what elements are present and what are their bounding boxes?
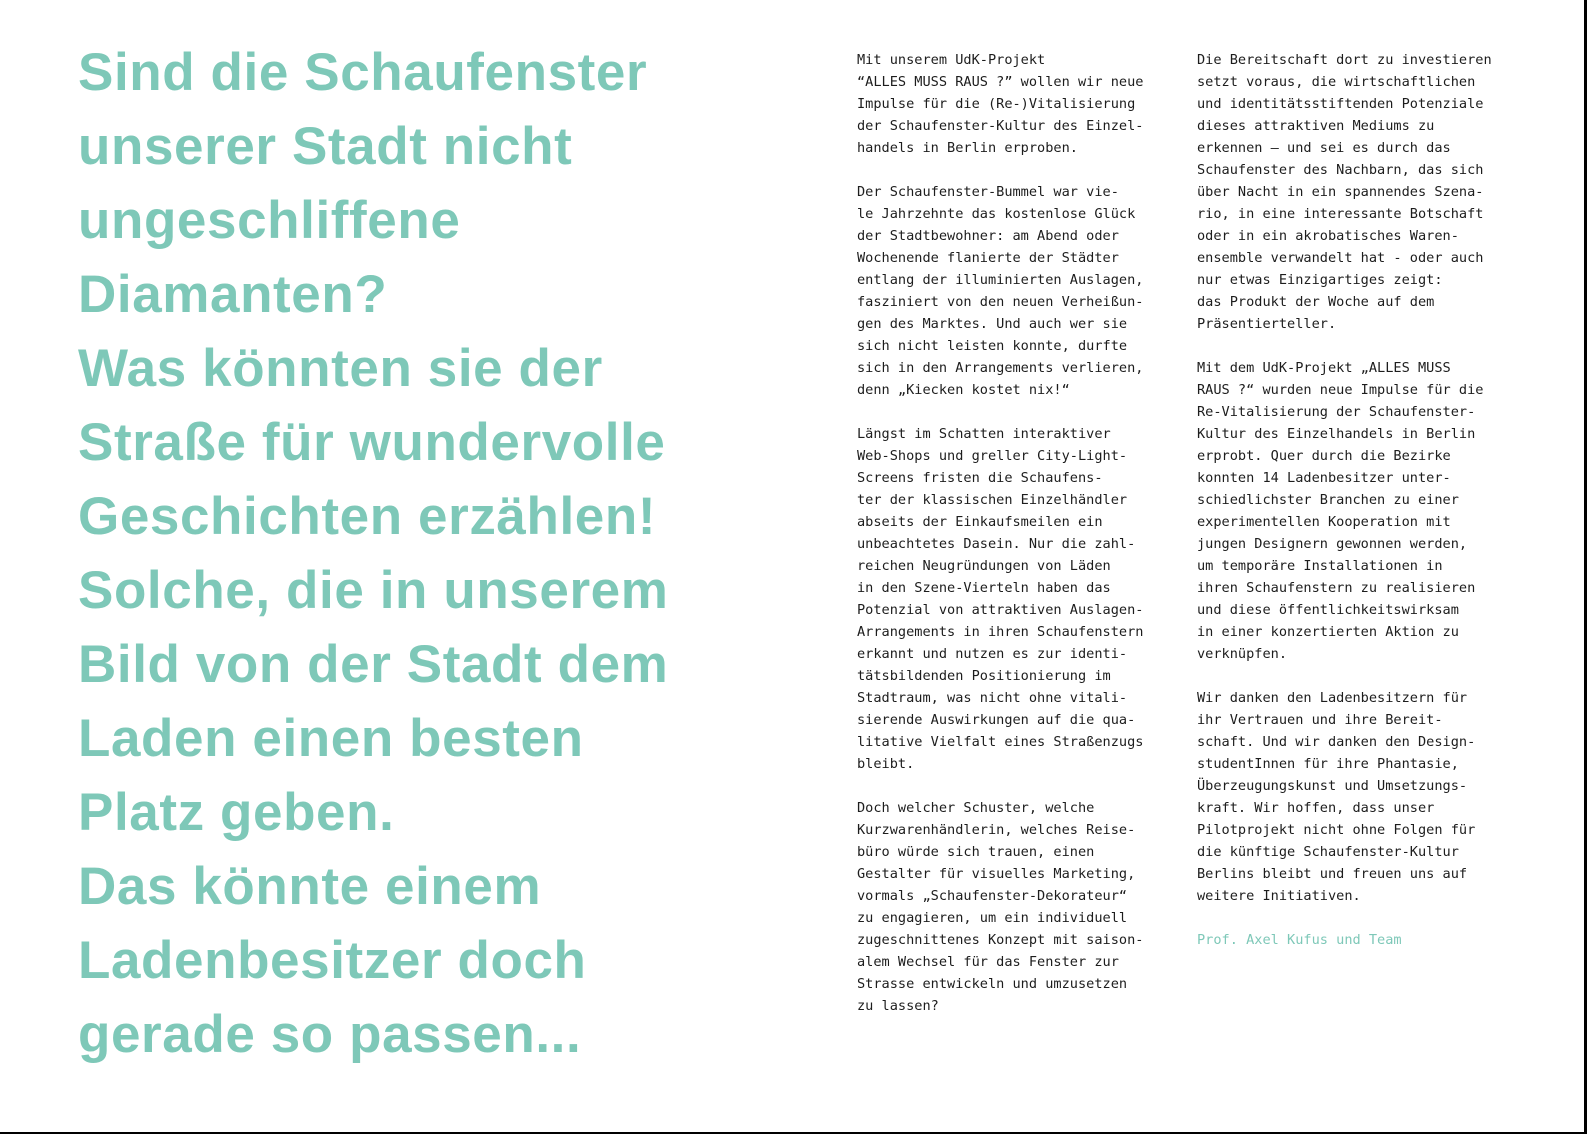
text-line: Re-Vitalisierung der Schaufenster- (1197, 404, 1476, 420)
text-line: verknüpfen. (1197, 646, 1288, 662)
text-line: Screens fristen die Schaufens- (857, 470, 1103, 486)
text-line: experimentellen Kooperation mit (1197, 514, 1451, 530)
signature: Prof. Axel Kufus und Team (1197, 932, 1402, 948)
paragraph-window-shopping (857, 181, 1182, 401)
headline-line: ungeschliffene (78, 191, 461, 250)
text-line: setzt voraus, die wirtschaftlichen (1197, 74, 1476, 90)
text-line: und identitätsstiftenden Potenziale (1197, 96, 1484, 112)
headline-line: Was könnten sie der (78, 339, 603, 398)
text-line: schaft. Und wir danken den Design- (1197, 734, 1476, 750)
text-line: weitere Initiativen. (1197, 888, 1361, 904)
paragraph-project-results (1197, 357, 1527, 665)
text-line: um temporäre Installationen in (1197, 558, 1443, 574)
paragraph-acknowledgements (1197, 687, 1527, 907)
text-line: bleibt. (857, 756, 915, 772)
text-line: Gestalter für visuelles Marketing, (857, 866, 1136, 882)
text-line: ensemble verwandelt hat - oder auch (1197, 250, 1484, 266)
text-line: Schaufenster des Nachbarn, das sich (1197, 162, 1484, 178)
headline-line: Diamanten? (78, 265, 388, 324)
text-line: sich in den Arrangements verlieren, (857, 360, 1144, 376)
headline-line: Sind die Schaufenster (78, 43, 648, 102)
headline-line: Straße für wundervolle (78, 413, 666, 472)
text-line: abseits der Einkaufsmeilen ein (857, 514, 1103, 530)
text-line: ihren Schaufenstern zu realisieren (1197, 580, 1476, 596)
text-line: erkannt und nutzen es zur identi- (857, 646, 1128, 662)
text-line: Strasse entwickeln und umzusetzen (857, 976, 1128, 992)
text-line: das Produkt der Woche auf dem (1197, 294, 1435, 310)
text-line: sich nicht leisten konnte, durfte (857, 338, 1128, 354)
text-line: Potenzial von attraktiven Auslagen- (857, 602, 1144, 618)
headline (78, 36, 818, 1072)
text-line: Überzeugungskunst und Umsetzungs- (1197, 778, 1468, 794)
paragraph-project-intro (857, 49, 1182, 159)
text-line: in den Szene-Vierteln haben das (857, 580, 1111, 596)
text-line: alem Wechsel für das Fenster zur (857, 954, 1119, 970)
text-line: ter der klassischen Einzelhändler (857, 492, 1128, 508)
text-line: erprobt. Quer durch die Bezirke (1197, 448, 1451, 464)
text-line: Die Bereitschaft dort zu investieren (1197, 52, 1492, 68)
text-line: “ALLES MUSS RAUS ?” wollen wir neue (857, 74, 1144, 90)
text-line: Der Schaufenster-Bummel war vie- (857, 184, 1119, 200)
text-line: unbeachtetes Dasein. Nur die zahl- (857, 536, 1136, 552)
text-line: vormals „Schaufenster-Dekorateur“ (857, 888, 1128, 904)
text-line: ihr Vertrauen und ihre Bereit- (1197, 712, 1443, 728)
text-line: Längst im Schatten interaktiver (857, 426, 1111, 442)
text-line: le Jahrzehnte das kostenlose Glück (857, 206, 1136, 222)
text-line: oder in ein akrobatisches Waren- (1197, 228, 1459, 244)
text-line: rio, in eine interessante Botschaft (1197, 206, 1484, 222)
text-line: die künftige Schaufenster-Kultur (1197, 844, 1459, 860)
text-line: Mit dem UdK-Projekt „ALLES MUSS (1197, 360, 1451, 376)
text-line: tätsbildenden Positionierung im (857, 668, 1111, 684)
text-line: in einer konzertierten Aktion zu (1197, 624, 1459, 640)
text-line: handels in Berlin erproben. (857, 140, 1078, 156)
text-line: büro würde sich trauen, einen (857, 844, 1095, 860)
text-line: zu engagieren, um ein individuell (857, 910, 1128, 926)
text-line: zu lassen? (857, 998, 939, 1014)
text-line: jungen Designern gewonnen werden, (1197, 536, 1468, 552)
headline-line: Ladenbesitzer doch (78, 931, 587, 990)
paragraph-shadow-of-webshops (857, 423, 1182, 775)
text-line: Wir danken den Ladenbesitzern für (1197, 690, 1468, 706)
headline-line: Platz geben. (78, 783, 395, 842)
text-line: über Nacht in ein spannendes Szena- (1197, 184, 1484, 200)
text-line: Mit unserem UdK-Projekt (857, 52, 1046, 68)
headline-line: gerade so passen... (78, 1005, 582, 1064)
headline-line: Laden einen besten (78, 709, 584, 768)
text-line: studentInnen für ihre Phantasie, (1197, 756, 1459, 772)
right-text-column (1197, 49, 1527, 951)
text-line: nur etwas Einzigartiges zeigt: (1197, 272, 1443, 288)
text-line: fasziniert von den neuen Verheißun- (857, 294, 1144, 310)
text-line: zugeschnittenes Konzept mit saison- (857, 932, 1144, 948)
headline-line: unserer Stadt nicht (78, 117, 573, 176)
text-line: Kurzwarenhändlerin, welches Reise- (857, 822, 1136, 838)
text-line: gen des Marktes. Und auch wer sie (857, 316, 1128, 332)
text-line: Kultur des Einzelhandels in Berlin (1197, 426, 1476, 442)
left-text-column (857, 49, 1182, 1039)
text-line: reichen Neugründungen von Läden (857, 558, 1111, 574)
text-line: dieses attraktiven Mediums zu (1197, 118, 1435, 134)
text-line: sierende Auswirkungen auf die qua- (857, 712, 1136, 728)
text-line: der Schaufenster-Kultur des Einzel- (857, 118, 1144, 134)
text-line: erkennen – und sei es durch das (1197, 140, 1451, 156)
text-line: konnten 14 Ladenbesitzer unter- (1197, 470, 1451, 486)
text-line: litative Vielfalt eines Straßenzugs (857, 734, 1144, 750)
text-line: Doch welcher Schuster, welche (857, 800, 1095, 816)
text-line: denn „Kiecken kostet nix!“ (857, 382, 1070, 398)
text-line: kraft. Wir hoffen, dass unser (1197, 800, 1435, 816)
text-line: schiedlichster Branchen zu einer (1197, 492, 1459, 508)
headline-line: Bild von der Stadt dem (78, 635, 669, 694)
text-line: und diese öffentlichkeitswirksam (1197, 602, 1459, 618)
text-line: Web-Shops und greller City-Light- (857, 448, 1128, 464)
headline-line: Solche, die in unserem (78, 561, 669, 620)
text-line: Arrangements in ihren Schaufenstern (857, 624, 1144, 640)
paragraph-shoemaker-question (857, 797, 1182, 1017)
text-line: Präsentierteller. (1197, 316, 1337, 332)
text-line: Impulse für die (Re-)Vitalisierung (857, 96, 1136, 112)
text-line: entlang der illuminierten Auslagen, (857, 272, 1144, 288)
headline-line: Das könnte einem (78, 857, 542, 916)
text-line: Berlins bleibt und freuen uns auf (1197, 866, 1468, 882)
text-line: Pilotprojekt nicht ohne Folgen für (1197, 822, 1476, 838)
paragraph-willingness-to-invest (1197, 49, 1527, 335)
headline-line: Geschichten erzählen! (78, 487, 657, 546)
text-line: Stadtraum, was nicht ohne vitali- (857, 690, 1128, 706)
text-line: Wochenende flanierte der Städter (857, 250, 1119, 266)
text-line: der Stadtbewohner: am Abend oder (857, 228, 1119, 244)
text-line: RAUS ?“ wurden neue Impulse für die (1197, 382, 1484, 398)
